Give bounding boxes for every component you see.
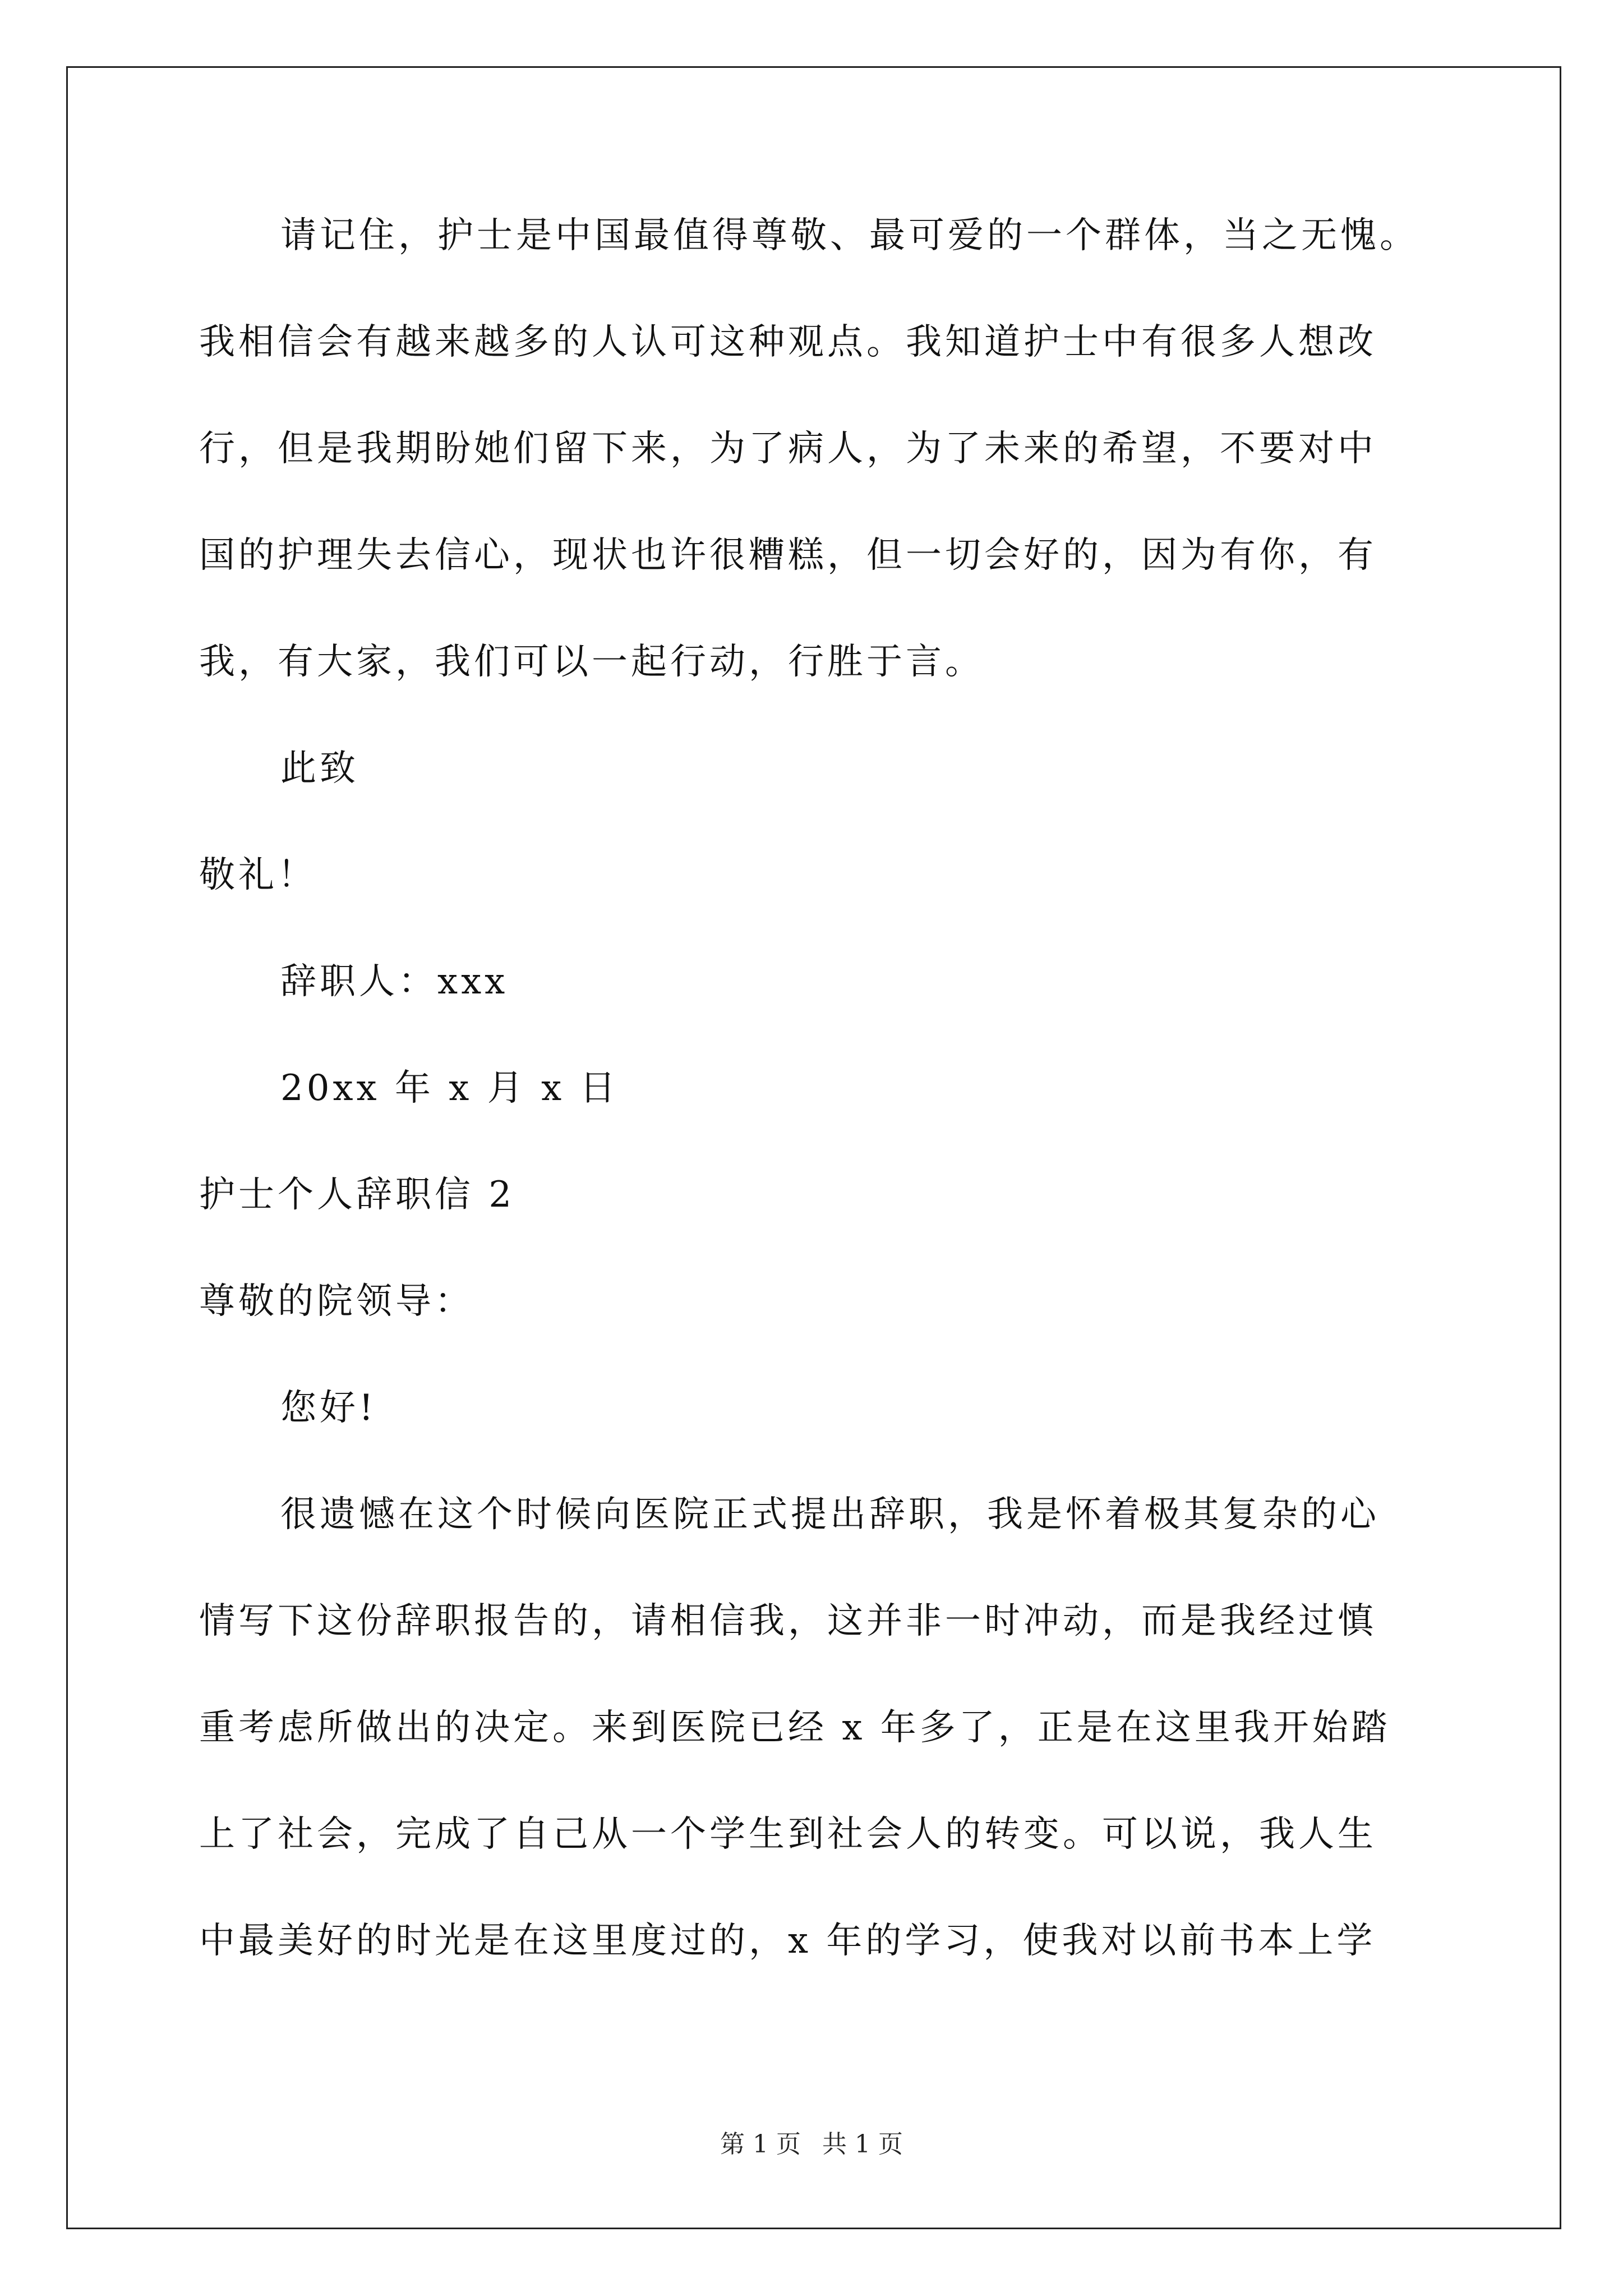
paragraph-line: 中最美好的时光是在这里度过的，x 年的学习，使我对以前书本上学 — [199, 1920, 1376, 1962]
letter-greeting: 您好! — [280, 1387, 377, 1429]
paragraph-line: 行，但是我期盼她们留下来，为了病人，为了未来的希望，不要对中 — [199, 428, 1377, 470]
closing-salutation: 此致 — [280, 748, 359, 789]
paragraph-line: 国的护理失去信心，现状也许很糟糕，但一切会好的，因为有你，有 — [199, 535, 1377, 576]
page-total: 共 1 页 — [822, 2130, 903, 2159]
paragraph-line: 很遗憾在这个时候向医院正式提出辞职，我是怀着极其复杂的心 — [280, 1494, 1380, 1535]
paragraph-line: 我，有大家，我们可以一起行动，行胜于言。 — [199, 641, 984, 683]
paragraph-line: 上了社会，完成了自己从一个学生到社会人的转变。可以说，我人生 — [199, 1814, 1377, 1855]
page-number: 第 1 页 — [720, 2130, 801, 2159]
page-frame — [66, 66, 1561, 2229]
section-title: 护士个人辞职信 2 — [199, 1174, 515, 1216]
page-footer — [0, 2129, 1623, 2160]
closing-regards: 敬礼！ — [199, 854, 317, 896]
letter-recipient: 尊敬的院领导： — [199, 1281, 474, 1322]
paragraph-line: 我相信会有越来越多的人认可这种观点。我知道护士中有很多人想改 — [199, 321, 1377, 363]
paragraph-line: 情写下这份辞职报告的，请相信我，这并非一时冲动，而是我经过慎 — [199, 1600, 1377, 1642]
paragraph-line: 请记住，护士是中国最值得尊敬、最可爱的一个群体，当之无愧。 — [280, 215, 1419, 256]
paragraph-line: 重考虑所做出的决定。来到医院已经 x 年多了，正是在这里我开始踏 — [199, 1707, 1391, 1749]
signature-name: 辞职人：xxx — [280, 961, 509, 1002]
signature-date: 20xx 年 x 月 x 日 — [280, 1068, 619, 1109]
